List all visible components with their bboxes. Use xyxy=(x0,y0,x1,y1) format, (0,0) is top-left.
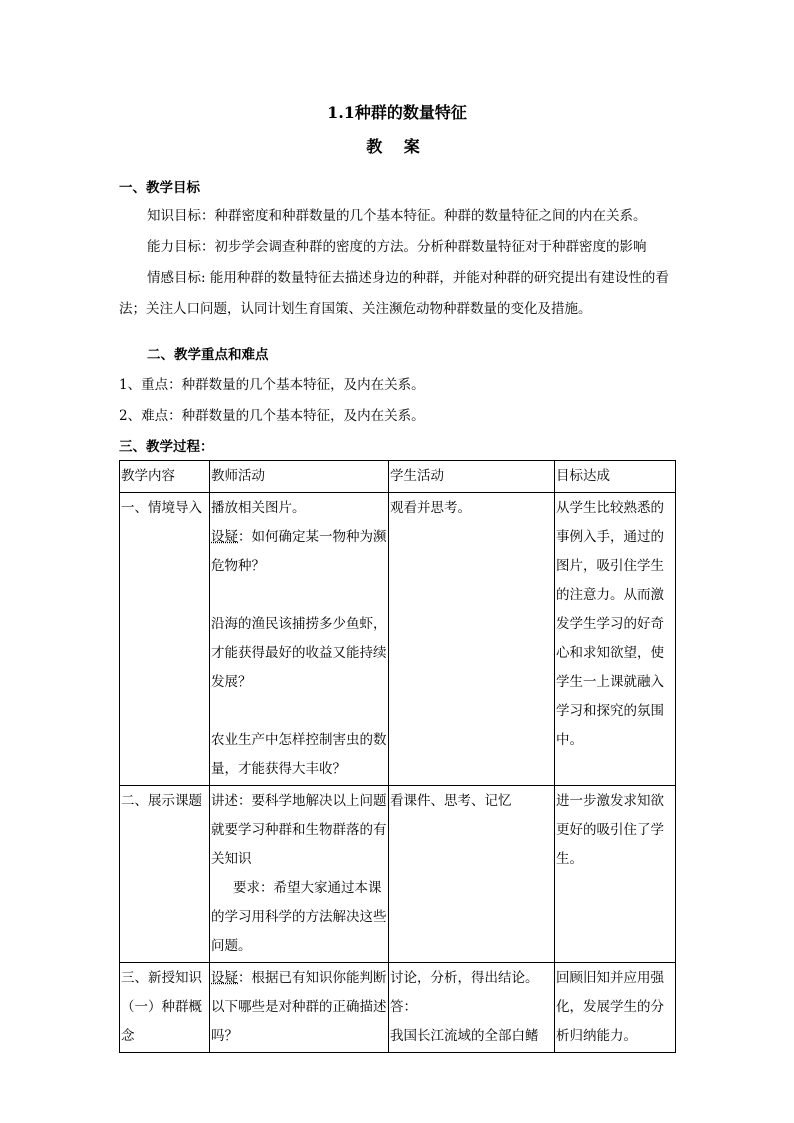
table-cell: 回顾旧知并应用强化，发展学生的分析归纳能力。 xyxy=(555,963,676,1053)
table-cell: 讨论，分析，得出结论。 答： 我国长江流域的全部白鳍 xyxy=(389,963,555,1053)
key-point-2: 2、难点：种群数量的几个基本特征，及内在关系。 xyxy=(119,408,425,424)
document-title: 1.1种群的数量特征 xyxy=(327,103,467,122)
table-cell: 看课件、思考、记忆 xyxy=(389,786,555,963)
teacher-question: ：如何确定某一物种为濒危物种？ xyxy=(211,529,387,574)
header-cell: 教师活动 xyxy=(210,461,389,493)
table-row xyxy=(120,493,676,786)
ability-objective: 能力目标：初步学会调查种群的密度的方法。分析种群数量特征对于种群密度的影响 xyxy=(147,239,647,255)
teacher-question: 沿海的渔民该捕捞多少鱼虾，才能获得最好的收益又能持续发展？ xyxy=(211,616,387,690)
header-cell: 学生活动 xyxy=(389,461,555,493)
teacher-request: 要求：希望大家通过本课的学习用科学的方法解决这些问题。 xyxy=(211,880,387,954)
emotion-objective: 情感目标: 能用种群的数量特征去描述身边的种群，并能对种群的研究提出有建设性的看法；关注人口问题，认同计划生育国策、关注濒危动物种群数量的变化及措施。 xyxy=(119,270,669,317)
table-cell xyxy=(210,963,389,1053)
table-row xyxy=(120,963,676,1053)
table-row xyxy=(120,786,676,963)
table-cell: 观看并思考。 xyxy=(389,493,555,786)
teacher-question: ：根据已有知识你能判断以下哪些是对种群的正确描述吗？ xyxy=(211,970,387,1044)
table-cell xyxy=(210,493,389,786)
table-cell xyxy=(210,786,389,963)
table-cell: 二、展示课题 xyxy=(120,786,210,963)
section-heading-process: 三、教学过程： xyxy=(119,439,214,455)
question-label: 设疑 xyxy=(211,970,238,986)
header-cell: 教学内容 xyxy=(120,461,210,493)
table-cell: 进一步激发求知欲更好的吸引住了学生。 xyxy=(555,786,676,963)
table-header-row xyxy=(120,461,676,493)
key-point-1: 1、重点：种群数量的几个基本特征，及内在关系。 xyxy=(119,377,425,393)
header-cell: 目标达成 xyxy=(555,461,676,493)
table-cell: 三、新授知识 （一）种群概念 xyxy=(120,963,210,1053)
section-heading-key-points: 二、教学重点和难点 xyxy=(147,347,269,363)
section-heading-objectives: 一、教学目标 xyxy=(119,180,200,196)
document-subtitle: 教 案 xyxy=(366,137,428,156)
question-label: 设疑 xyxy=(211,529,238,545)
table-cell: 从学生比较熟悉的事例入手，通过的图片，吸引住学生的注意力。从而激发学生学习的好奇心和求知欲望，使学生一上课就融入学习和探究的氛围中。 xyxy=(555,493,676,786)
knowledge-objective: 知识目标：种群密度和种群数量的几个基本特征。种群的数量特征之间的内在关系。 xyxy=(147,208,647,224)
teaching-process-table xyxy=(119,460,676,1053)
teacher-intro: 播放相关图片。 xyxy=(211,500,306,516)
table-cell: 一、情境导入 xyxy=(120,493,210,786)
teacher-lecture: 讲述：要科学地解决以上问题就要学习种群和生物群落的有关知识 xyxy=(211,793,387,867)
teacher-question: 农业生产中怎样控制害虫的数量，才能获得大丰收？ xyxy=(211,732,387,777)
